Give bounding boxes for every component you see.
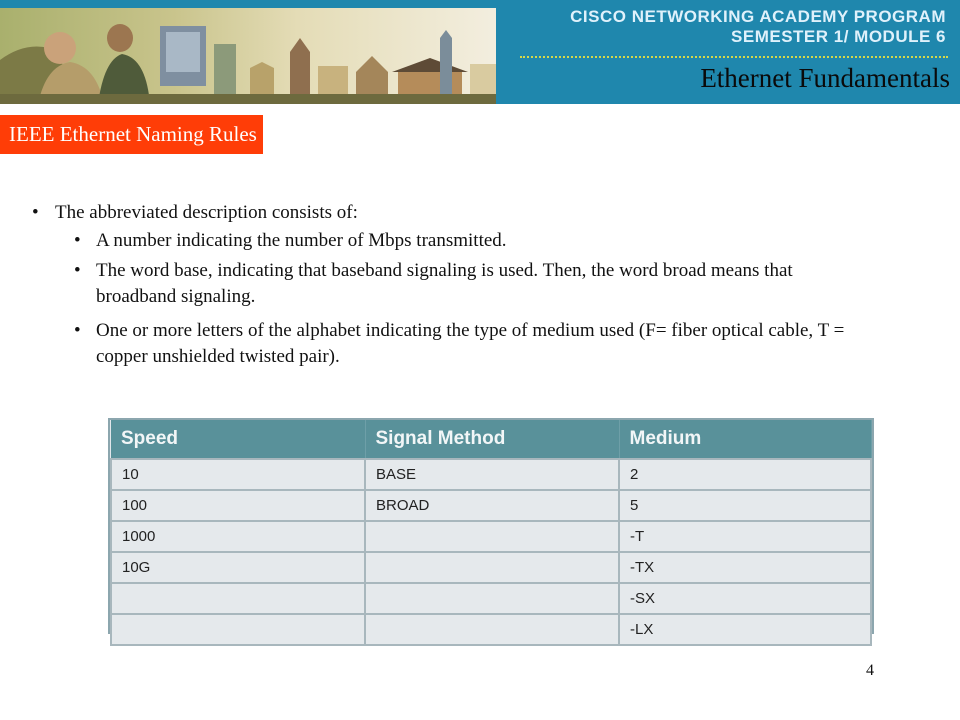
header-speed: Speed (111, 420, 365, 459)
bullet-text: The abbreviated description consists of: (55, 202, 358, 223)
bullet-text: One or more letters of the alphabet indicating the type of medium used (F= fiber optical cable, T = copper unshielded twisted pair). (96, 320, 845, 367)
table-cell: 1000 (111, 521, 365, 552)
bullet-text: The word base, indicating that baseband signaling is used. Then, the word broad means that broadband signaling. (96, 260, 793, 307)
header-medium: Medium (619, 420, 871, 459)
page-number: 4 (866, 662, 874, 679)
table-cell (365, 614, 619, 645)
header-banner (0, 0, 960, 104)
sub-bullet-item (74, 228, 894, 254)
bullet-item (32, 200, 912, 226)
table-cell: -SX (619, 583, 871, 614)
table-cell: -LX (619, 614, 871, 645)
table-cell: BROAD (365, 490, 619, 521)
header-signal-method: Signal Method (365, 420, 619, 459)
program-title (570, 7, 946, 47)
table-cell (111, 583, 365, 614)
table-header-row (111, 420, 871, 459)
table-row (111, 614, 871, 645)
table-cell (111, 614, 365, 645)
table-row (111, 552, 871, 583)
table-cell: 100 (111, 490, 365, 521)
program-line-2: SEMESTER 1/ MODULE 6 (731, 27, 946, 46)
banner-illustration (0, 8, 496, 104)
naming-table (110, 420, 872, 646)
sub-bullet-item (74, 318, 874, 370)
table-cell: -TX (619, 552, 871, 583)
table-cell: BASE (365, 459, 619, 490)
table-cell: 2 (619, 459, 871, 490)
bullet-dot: • (32, 202, 39, 223)
table-row (111, 521, 871, 552)
naming-table-container (108, 418, 874, 638)
sub-bullet-item (74, 258, 874, 310)
table-cell: 5 (619, 490, 871, 521)
table-cell: 10 (111, 459, 365, 490)
table-cell (365, 521, 619, 552)
module-title: Ethernet Fundamentals (700, 63, 950, 93)
bullet-text: A number indicating the number of Mbps transmitted. (96, 230, 507, 251)
bullet-dot: • (74, 230, 81, 251)
table-row (111, 490, 871, 521)
program-line-1: CISCO NETWORKING ACADEMY PROGRAM (570, 7, 946, 26)
section-label: IEEE Ethernet Naming Rules (0, 115, 263, 154)
table-row (111, 583, 871, 614)
table-cell (365, 552, 619, 583)
bullet-dot: • (74, 260, 81, 281)
table-row (111, 459, 871, 490)
table-cell: 10G (111, 552, 365, 583)
bullet-dot: • (74, 320, 81, 341)
table-cell: -T (619, 521, 871, 552)
table-cell (365, 583, 619, 614)
